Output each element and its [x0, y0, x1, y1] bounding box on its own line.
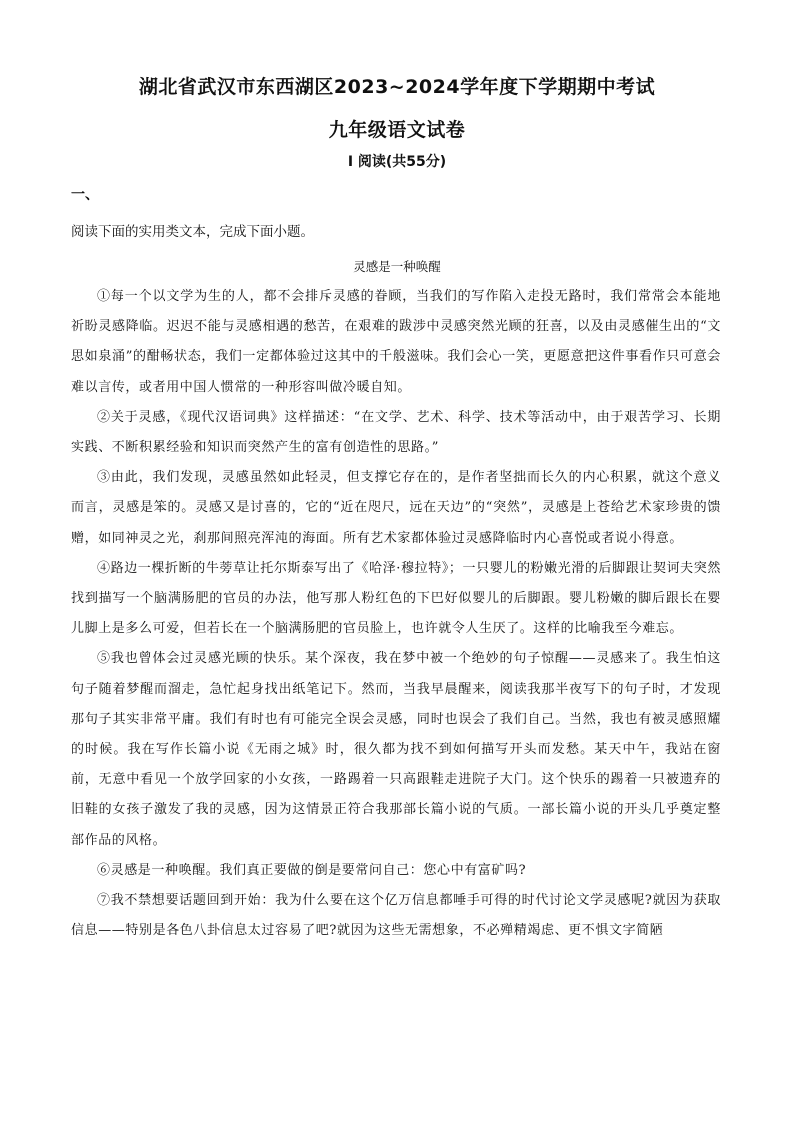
passage-paragraph: ③由此，我们发现，灵感虽然如此轻灵，但支撑它存在的，是作者坚拙而长久的内心积累，就这个意义而言，灵感是笨的。灵感又是讨喜的，它的“近在咫尺，远在天边”的“突然”，灵感是上苍给艺术家珍贵的馈赠，如同神灵之光，刹那间照亮浑沌的海面。所有艺术家都体验过灵感降临时内心喜悦或者说小得意。 — [71, 470, 721, 546]
section-heading: Ⅰ 阅读(共55分) — [347, 154, 447, 170]
passage-paragraph: ④路边一棵折断的牛蒡草让托尔斯泰写出了《哈泽·穆拉特》；一只婴儿的粉嫩光滑的后脚跟让契诃夫突然找到描写一个脑满肠肥的官员的办法，他写那人粉红色的下巴好似婴儿的后脚跟。婴儿粉嫩的脚后跟长在婴儿脚上是多么可爱，但若长在一个脑满肠肥的官员脸上，也许就令人生厌了。这样的比喻我至今难忘。 — [71, 560, 721, 637]
passage-paragraph: ②关于灵感，《现代汉语词典》这样描述：“在文学、艺术、科学、技术等活动中，由于艰苦学习、长期实践、不断积累经验和知识而突然产生的富有创造性的思路。” — [71, 409, 721, 456]
passage-title: 灵感是一种唤醒 — [353, 259, 441, 274]
passage-paragraph: ⑦我不禁想要话题回到开始：我为什么要在这个亿万信息都唾手可得的时代讨论文学灵感呢?就因为获取信息——特别是各色八卦信息太过容易了吧?就因为这些无需想象，不必殚精竭虑、更不惧文字简陋 — [71, 893, 721, 939]
passage-paragraph: ①每一个以文学为生的人，都不会排斥灵感的眷顾，当我们的写作陷入走投无路时，我们常常会本能地祈盼灵感降临。迟迟不能与灵感相遇的愁苦，在艰难的跋涉中灵感突然光顾的狂喜，以及由灵感催生出的“文思如泉涌”的酣畅状态，我们一定都体验过这其中的千般滋味。我们会心一笑，更愿意把这件事看作只可意会难以言传，或者用中国人惯常的一种形容叫做冷暖自知。 — [71, 289, 721, 395]
passage-paragraph: ⑥灵感是一种唤醒。我们真正要做的倒是要常问自己：您心中有富矿吗? — [97, 862, 527, 878]
passage-paragraph: ⑤我也曾体会过灵感光顾的快乐。某个深夜，我在梦中被一个绝妙的句子惊醒——灵感来了。我生怕这句子随着梦醒而溜走，急忙起身找出纸笔记下。然而，当我早晨醒来，阅读我那半夜写下的句子时，才发现那句子其实非常平庸。我们有时也有可能完全误会灵感，同时也误会了我们自己。当然，我也有被灵感照耀的时候。我在写作长篇小说《无雨之城》时，很久都为找不到如何描写开头而发愁。某天中午，我站在窗前，无意中看见一个放学回家的小女孩，一路踢着一只高跟鞋走进院子大门。这个快乐的踢着一只被遗弃的旧鞋的女孩子激发了我的灵感，因为这情景正符合我那部长篇小说的气质。一部长篇小说的开头几乎奠定整部作品的风格。 — [71, 651, 721, 848]
part-number: 一、 — [71, 187, 99, 203]
exam-title: 湖北省武汉市东西湖区2023~2024学年度下学期期中考试 — [138, 76, 656, 98]
exam-subtitle: 九年级语文试卷 — [328, 119, 466, 141]
reading-instruction: 阅读下面的实用类文本，完成下面小题。 — [71, 224, 314, 240]
passage-body — [71, 282, 721, 946]
